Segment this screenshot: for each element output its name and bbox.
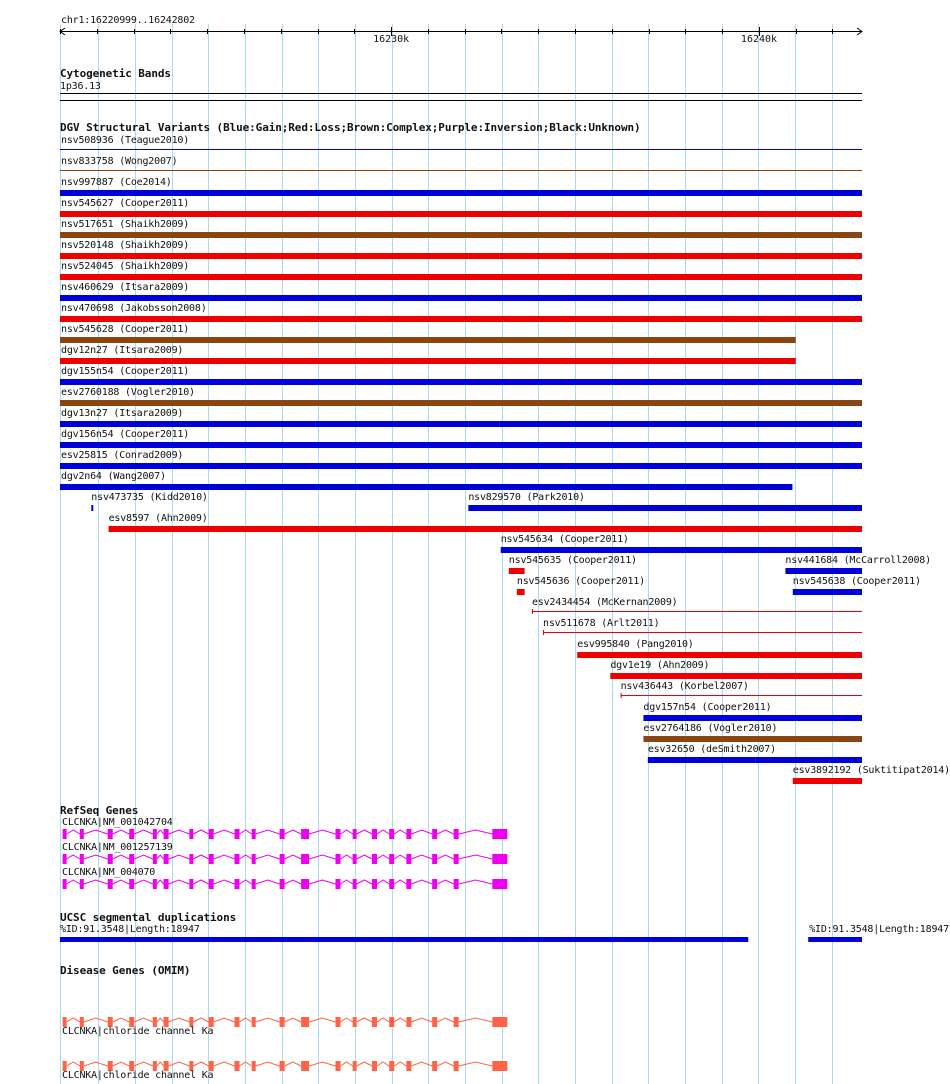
variant-label: esv32650 (deSmith2007) [647,744,776,755]
variant-label: nsv470698 (Jakobsson2008) [61,303,207,314]
variant-label: nsv473735 (Kidd2010) [91,492,208,503]
variant-label: dgv156n54 (Cooper2011) [61,429,190,440]
variant-label: nsv441684 (McCarroll2008) [785,555,931,566]
variant-label: nsv520148 (Shaikh2009) [61,240,190,251]
segdup-label: %ID:91.3548|Length:18947 [60,924,200,935]
variant-label: nsv508936 (Teague2010) [61,135,190,146]
variant-label: esv8597 (Ahn2009) [108,513,208,524]
variant-label: dgv155n54 (Cooper2011) [61,366,190,377]
refseq-transcript-label: CLCNKA|NM_001042704 [62,817,173,828]
track-title-omim: Disease Genes (OMIM) [60,964,191,977]
segdup-label: %ID:91.3548|Length:18947 [809,924,949,935]
variant-label: nsv829570 (Park2010) [468,492,585,503]
region-label: chr1:16220999..16242802 [61,15,195,26]
track-title-refseq: RefSeq Genes [60,804,139,817]
omim-transcript-label: CLCNKA|chloride channel Ka [62,1026,214,1037]
variant-label: esv2760188 (Vogler2010) [61,387,195,398]
variant-label: nsv997887 (Coe2014) [61,177,172,188]
track-title-segdup: UCSC segmental duplications [60,911,237,924]
variant-label: dgv157n54 (Cooper2011) [643,702,772,713]
variant-label: nsv436443 (Korbel2007) [620,681,749,692]
variant-label: esv25815 (Conrad2009) [61,450,184,461]
variant-label: dgv2n64 (Wang2007) [61,471,166,482]
omim-transcript-label: CLCNKA|chloride channel Ka [62,1070,214,1081]
ruler-tick-label: 16230k [373,34,410,45]
variant-label: nsv545635 (Cooper2011) [508,555,637,566]
variant-label: nsv460629 (Itsara2009) [61,282,190,293]
variant-label: nsv511678 (Arlt2011) [543,618,660,629]
variant-label: nsv545628 (Cooper2011) [61,324,190,335]
variant-label: nsv517651 (Shaikh2009) [61,219,190,230]
cytoband-label: 1p36.13 [60,81,101,92]
variant-label: dgv13n27 (Itsara2009) [61,408,184,419]
variant-label: esv2434454 (McKernan2009) [531,597,678,608]
variant-label: nsv545634 (Cooper2011) [500,534,629,545]
variant-label: nsv524045 (Shaikh2009) [61,261,190,272]
variant-label: dgv12n27 (Itsara2009) [61,345,184,356]
track-title-cytoband: Cytogenetic Bands [60,67,171,80]
variant-label: nsv545627 (Cooper2011) [61,198,190,209]
refseq-transcript-label: CLCNKA|NM_004070 [62,867,156,878]
variant-label: esv2764186 (Vogler2010) [643,723,778,734]
variant-label: nsv545638 (Cooper2011) [792,576,921,587]
variant-label: dgv1e19 (Ahn2009) [610,660,710,671]
ruler-tick-label: 16240k [740,34,778,45]
track-title-dgv: DGV Structural Variants (Blue:Gain;Red:Loss;Brown:Complex;Purple:Inversion;Black:Unknown) [60,121,641,134]
variant-label: esv3892192 (Suktitipat2014) [792,765,950,776]
refseq-transcript-label: CLCNKA|NM_001257139 [62,842,173,853]
variant-label: nsv545636 (Cooper2011) [516,576,645,587]
variant-label: esv995840 (Pang2010) [577,639,694,650]
variant-label: nsv833758 (Wong2007) [61,156,178,167]
